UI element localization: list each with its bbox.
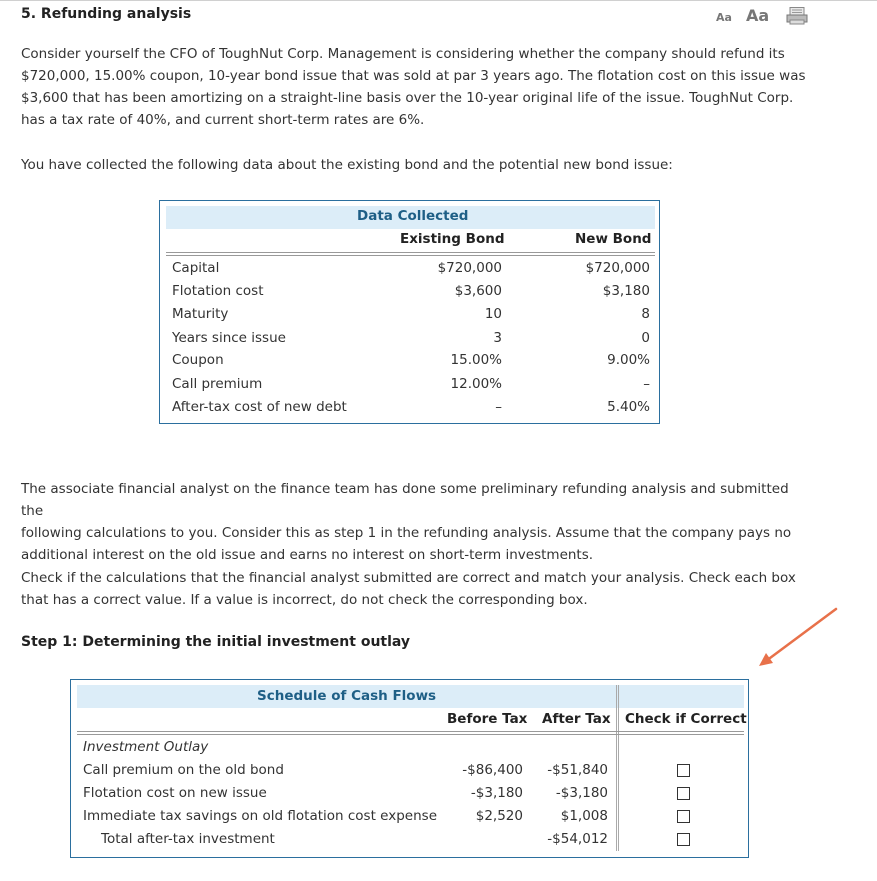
header-rule <box>166 252 655 253</box>
row-label: Flotation cost on new issue <box>83 785 267 801</box>
annotation-arrow-icon <box>756 606 840 670</box>
new-value: 0 <box>641 330 650 346</box>
intro-line-4: has a tax rate of 40%, and current short-term rates are 6%. <box>21 112 425 128</box>
row-label: Total after-tax investment <box>101 831 275 847</box>
column-existing-bond: Existing Bond <box>400 231 505 247</box>
analysis-line-3: additional interest on the old issue and earns no interest on short-term investments. <box>21 547 594 563</box>
instructions-paragraph <box>21 567 811 611</box>
row-label: Capital <box>172 260 220 276</box>
schedule-of-cash-flows-table <box>70 679 749 858</box>
new-value: – <box>643 376 650 392</box>
check-correct-checkbox[interactable] <box>677 787 690 800</box>
instructions-line-1: Check if the calculations that the financial analyst submitted are correct and match your analysis. Check each box <box>21 570 796 586</box>
font-size-small-button[interactable]: Aa <box>716 11 732 24</box>
after-tax-value: $1,008 <box>560 808 608 824</box>
after-tax-value: -$51,840 <box>547 762 608 778</box>
header-rule <box>166 255 655 256</box>
print-icon[interactable] <box>786 7 808 25</box>
row-label: Flotation cost <box>172 283 264 299</box>
intro-line-3: $3,600 that has been amortizing on a straight-line basis over the 10-year original life of the issue. ToughNut Corp. <box>21 90 794 106</box>
check-correct-checkbox[interactable] <box>677 810 690 823</box>
after-tax-value: -$54,012 <box>547 831 608 847</box>
existing-value: 12.00% <box>450 376 502 392</box>
font-size-large-button[interactable]: Aa <box>746 6 770 25</box>
existing-value: 3 <box>493 330 502 346</box>
existing-value: $3,600 <box>454 283 502 299</box>
step-title: Step 1: Determining the initial investment outlay <box>21 634 411 650</box>
column-after-tax: After Tax <box>542 711 611 727</box>
section-label: Investment Outlay <box>83 739 209 755</box>
instructions-line-2: that has a correct value. If a value is incorrect, do not check the corresponding box. <box>21 592 588 608</box>
check-correct-checkbox[interactable] <box>677 833 690 846</box>
table-title: Data Collected <box>357 208 469 224</box>
data-intro-paragraph: You have collected the following data about the existing bond and the potential new bond issue: <box>21 157 673 173</box>
column-check-if-correct: Check if Correct <box>625 711 747 727</box>
before-tax-value: -$3,180 <box>470 785 523 801</box>
analysis-line-1: The associate financial analyst on the finance team has done some preliminary refunding analysis and submitted the <box>21 481 789 519</box>
new-value: 8 <box>641 306 650 322</box>
row-label: Coupon <box>172 352 224 368</box>
header-rule <box>77 734 744 735</box>
before-tax-value: $2,520 <box>475 808 523 824</box>
new-value: $3,180 <box>602 283 650 299</box>
new-value: $720,000 <box>585 260 650 276</box>
existing-value: 15.00% <box>450 352 502 368</box>
intro-line-1: Consider yourself the CFO of ToughNut Corp. Management is considering whether the company should refund its <box>21 46 785 62</box>
check-correct-checkbox[interactable] <box>677 764 690 777</box>
existing-value: – <box>495 399 502 415</box>
row-label: After-tax cost of new debt <box>172 399 347 415</box>
row-label: Maturity <box>172 306 229 322</box>
existing-value: 10 <box>484 306 502 322</box>
top-divider <box>0 0 877 1</box>
column-separator <box>616 685 619 851</box>
analysis-line-2: following calculations to you. Consider this as step 1 in the refunding analysis. Assume that the company pays no <box>21 525 792 541</box>
after-tax-value: -$3,180 <box>555 785 608 801</box>
intro-paragraph <box>21 43 811 131</box>
intro-line-2: $720,000, 15.00% coupon, 10-year bond issue that was sold at par 3 years ago. The flotation cost on this issue was <box>21 68 806 84</box>
header-rule <box>77 731 744 732</box>
table-title: Schedule of Cash Flows <box>257 688 437 704</box>
row-label: Call premium on the old bond <box>83 762 284 778</box>
before-tax-value: -$86,400 <box>462 762 523 778</box>
new-value: 9.00% <box>607 352 650 368</box>
data-collected-table <box>159 200 660 424</box>
column-before-tax: Before Tax <box>447 711 528 727</box>
existing-value: $720,000 <box>437 260 502 276</box>
column-new-bond: New Bond <box>575 231 652 247</box>
row-label: Immediate tax savings on old flotation cost expense <box>83 808 437 824</box>
question-title: 5. Refunding analysis <box>21 6 192 22</box>
row-label: Call premium <box>172 376 263 392</box>
new-value: 5.40% <box>607 399 650 415</box>
analysis-paragraph <box>21 478 811 566</box>
row-label: Years since issue <box>172 330 286 346</box>
